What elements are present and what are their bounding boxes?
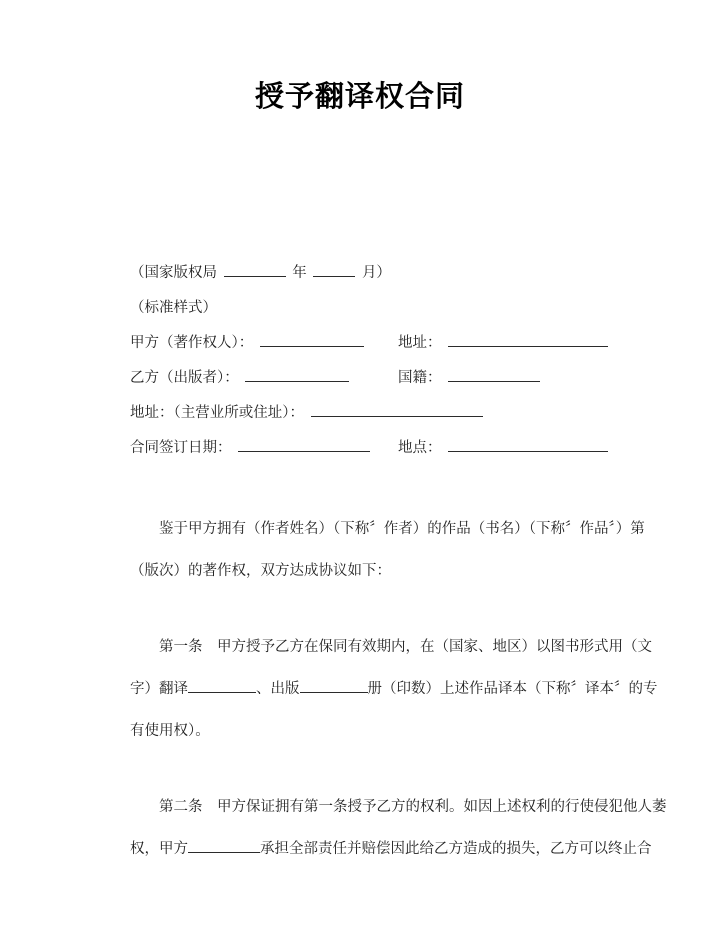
article-two-line-2-part-a: 权，甲方 — [130, 841, 188, 857]
signing-place-blank[interactable] — [448, 437, 608, 452]
party-a-label: 甲方（著作权人）： — [130, 335, 254, 351]
article-two-line-2 — [130, 828, 652, 870]
article-one-line-2-part-a: 字）翻译 — [130, 681, 188, 697]
month-blank[interactable] — [313, 262, 355, 277]
party-a-blank[interactable] — [260, 332, 364, 347]
paragraph-spacer-2 — [130, 752, 622, 786]
translation-count-blank[interactable] — [188, 678, 256, 693]
nationality-blank[interactable] — [448, 367, 540, 382]
main-address-blank[interactable] — [311, 402, 483, 417]
month-label: 月） — [361, 265, 391, 281]
contract-header-form — [130, 256, 630, 466]
party-b-label: 乙方（出版者）： — [130, 370, 239, 386]
signing-date-label: 合同签订日期： — [130, 440, 232, 456]
party-a-row — [130, 326, 630, 361]
article-one-line-2 — [130, 668, 658, 710]
article-one-line-1: 第一条 甲方授予乙方在保同有效期内，在（国家、地区）以图书形式用（文 — [159, 639, 652, 655]
party-a-address-blank[interactable] — [448, 332, 608, 347]
year-label: 年 — [292, 265, 307, 281]
party-b-blank[interactable] — [245, 367, 349, 382]
style-note-row — [130, 291, 630, 326]
article-one-paragraph — [130, 626, 658, 752]
article-two-line-1: 第二条 甲方保证拥有第一条授予乙方的权利。如因上述权利的行使侵犯他人萎 — [159, 799, 667, 815]
party-b-row — [130, 361, 630, 396]
signing-date-row — [130, 431, 630, 466]
article-one-line-2-part-c: 册（印数）上述作品译本（下称〞译本〞的专 — [367, 681, 658, 697]
recital-line-2: （版次）的著作权，双方达成协议如下： — [130, 563, 391, 579]
main-address-label: 地址：（主营业所或住址）： — [130, 405, 304, 421]
article-one-line-2-part-b: 、出版 — [256, 681, 300, 697]
party-a-address-group — [398, 326, 610, 361]
year-blank[interactable] — [224, 262, 286, 277]
nationality-label: 国籍： — [398, 370, 442, 386]
style-note-label: （标准样式） — [130, 300, 217, 316]
page-title: 授予翻译权合同 — [254, 79, 465, 113]
party-a-liability-blank[interactable] — [188, 838, 260, 853]
authority-date-row — [130, 256, 630, 291]
contract-body — [130, 508, 667, 870]
party-a-address-label: 地址： — [398, 335, 442, 351]
signing-place-label: 地点： — [398, 440, 442, 456]
signing-date-blank[interactable] — [238, 437, 370, 452]
signing-place-group — [398, 431, 610, 466]
article-two-paragraph — [130, 786, 667, 870]
authority-label: （国家版权局 — [130, 265, 217, 281]
article-one-line-3: 有使用权）。 — [130, 723, 210, 739]
article-two-line-2-part-b: 承担全部责任并赔偿因此给乙方造成的损失，乙方可以终止合 — [260, 841, 652, 857]
party-b-nationality-group — [398, 361, 542, 396]
recital-paragraph — [130, 508, 645, 592]
publication-count-blank[interactable] — [300, 678, 368, 693]
paragraph-spacer — [130, 592, 622, 626]
recital-line-1: 鉴于甲方拥有（作者姓名）（下称〞作者）的作品（书名）（下称〞作品〞）第 — [159, 521, 645, 537]
main-address-row — [130, 396, 630, 431]
